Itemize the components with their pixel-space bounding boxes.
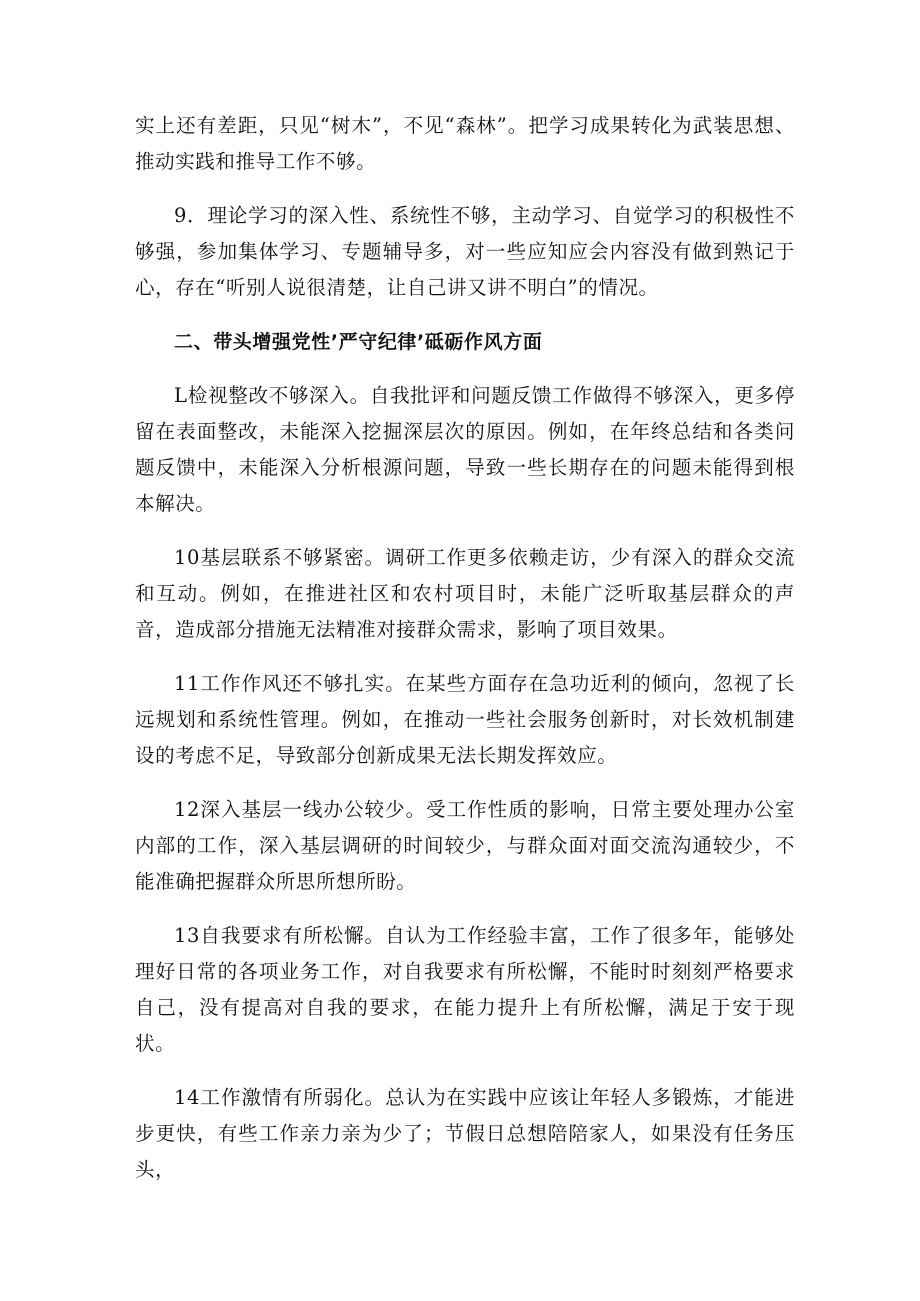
paragraph-continuation: 实上还有差距，只见“树木”，不见“森林”。把学习成果转化为武装思想、推动实践和推导工作不够。 <box>135 114 795 173</box>
paragraph-item-11: 11工作作风还不够扎实。在某些方面存在急功近利的倾向，忽视了长远规划和系统性管理。例如，在推动一些社会服务创新时，对长效机制建设的考虑不足，导致部分创新成果无法长期发挥效应。 <box>135 672 795 767</box>
paragraph-item-14: 14工作激情有所弱化。总认为在实践中应该让年轻人多锻炼，才能进步更快，有些工作亲力亲为少了；节假日总想陪陪家人，如果没有任务压头， <box>135 1086 795 1181</box>
section-heading-2: 二、带头增强党性’严守纪律’砥砺作风方面 <box>174 331 543 353</box>
paragraph-item-12: 12深入基层一线办公较少。受工作性质的影响，日常主要处理办公室内部的工作，深入基层调研的时间较少，与群众面对面交流沟通较少，不能准确把握群众所思所想所盼。 <box>135 798 795 893</box>
paragraph-item-9: 9．理论学习的深入性、系统性不够，主动学习、自觉学习的积极性不够强，参加集体学习、专题辅导多，对一些应知应会内容没有做到熟记于心，存在“听别人说很清楚，让自己讲又讲不明白”的情况。 <box>135 204 795 299</box>
paragraph-item-13: 13自我要求有所松懈。自认为工作经验丰富，工作了很多年，能够处理好日常的各项业务工作，对自我要求有所松懈，不能时时刻刻严格要求自己，没有提高对自我的要求，在能力提升上有所松懈，满足于安于现状。 <box>135 924 795 1055</box>
paragraph-item-1: L检视整改不够深入。自我批评和问题反馈工作做得不够深入，更多停留在表面整改，未能深入挖掘深层次的原因。例如，在年终总结和各类问题反馈中，未能深入分析根源问题，导致一些长期存在的问题未能得到根本解决。 <box>135 384 795 515</box>
paragraph-item-10: 10基层联系不够紧密。调研工作更多依赖走访，少有深入的群众交流和互动。例如，在推进社区和农村项目时，未能广泛听取基层群众的声音，造成部分措施无法精准对接群众需求，影响了项目效果。 <box>135 546 795 641</box>
document-body <box>135 108 795 1206</box>
